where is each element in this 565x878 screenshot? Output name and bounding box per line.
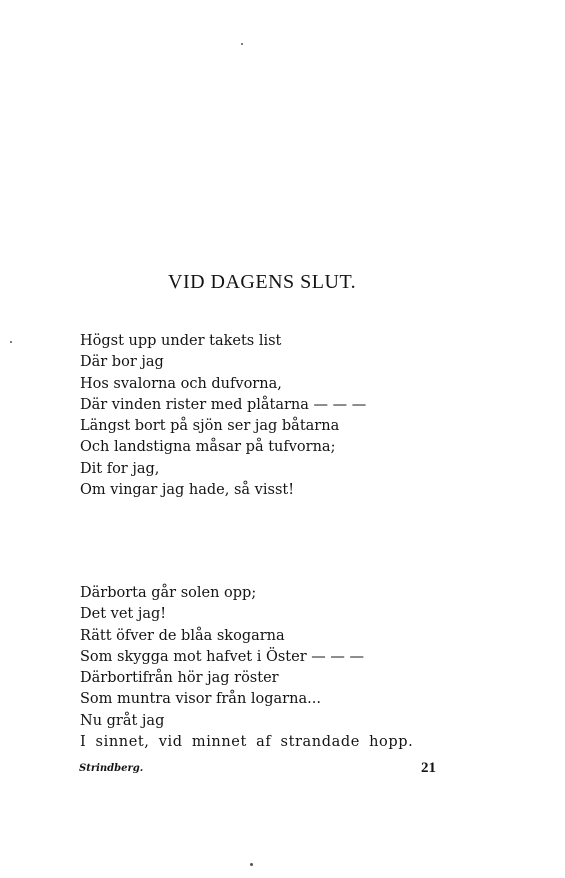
print-speck xyxy=(10,341,12,343)
poem-line: Högst upp under takets list xyxy=(80,333,282,349)
poem-line: Hos svalorna och dufvorna, xyxy=(80,375,282,392)
poem-line: Därborta går solen opp; xyxy=(80,585,257,601)
poem-line: Och landstigna måsar på tufvorna; xyxy=(80,439,336,456)
poem-title: VID DAGENS SLUT. xyxy=(168,271,357,293)
poem-line: Nu gråt jag xyxy=(80,712,165,729)
poem-line: Det vet jag! xyxy=(80,606,167,623)
poem-line: Dit for jag, xyxy=(80,460,160,477)
stanza-1 xyxy=(80,331,366,501)
poem-line: Om vingar jag hade, så visst! xyxy=(80,482,295,499)
stanza-2 xyxy=(80,583,413,753)
poem-line: Där bor jag xyxy=(80,354,164,371)
footer-author-signature: Strindberg. xyxy=(79,763,144,774)
print-speck xyxy=(241,43,243,45)
page-number: 21 xyxy=(421,760,436,776)
print-speck xyxy=(250,863,253,866)
poem-line: Därbortifrån hör jag röster xyxy=(80,670,279,687)
poem-line: I sinnet, vid minnet af strandade hopp. xyxy=(80,734,414,751)
poem-line: Längst bort på sjön ser jag båtarna xyxy=(80,418,340,435)
poem-line: Där vinden rister med plåtarna — — — xyxy=(80,396,367,413)
poem-line: Som muntra visor från logarna... xyxy=(80,691,321,708)
poem-line: Som skygga mot hafvet i Öster — — — xyxy=(80,648,364,665)
poem-line: Rätt öfver de blåa skogarna xyxy=(80,627,285,644)
